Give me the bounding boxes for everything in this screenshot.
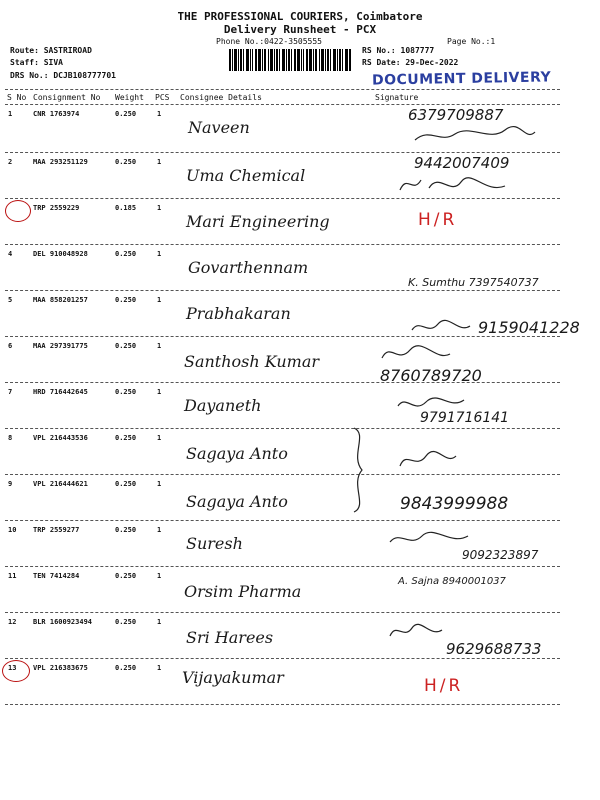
col-consignment: Consignment No: [33, 93, 101, 102]
row-signature: 8760789720: [380, 366, 482, 385]
col-pcs: PCS: [155, 93, 170, 102]
row-consignee: Sri Harees: [186, 628, 274, 647]
row-consignment: VPL 216444621: [33, 480, 88, 488]
row-consignment: TRP 2559229: [33, 204, 80, 212]
table-row: [0, 384, 600, 430]
row-divider: [5, 152, 560, 153]
table-row: [0, 246, 600, 292]
header-top-rule: [5, 89, 560, 90]
row-pcs: 1: [157, 618, 162, 626]
row-consignment: MAA 293251129: [33, 158, 88, 166]
row-weight: 0.250: [115, 526, 137, 534]
row-weight: 0.250: [115, 250, 137, 258]
row-divider: [5, 244, 560, 245]
row-pcs: 1: [157, 526, 162, 534]
row-signature: 9442007409: [414, 154, 510, 172]
table-row: [0, 106, 600, 152]
document-delivery-stamp: DOCUMENT DELIVERY: [371, 69, 552, 89]
row-weight: 0.250: [115, 158, 137, 166]
row-consignment: VPL 216383675: [33, 664, 88, 672]
row-divider: [5, 566, 560, 567]
page-number: Page No.:1: [447, 37, 496, 46]
row-divider: [5, 382, 560, 383]
row-consignment: TRP 2559277: [33, 526, 80, 534]
table-row: [0, 568, 600, 614]
row-consignee: Santhosh Kumar: [184, 352, 320, 371]
row-consignee: Prabhakaran: [186, 304, 291, 323]
row-consignment: BLR 1600923494: [33, 618, 93, 626]
row-pcs: 1: [157, 342, 162, 350]
route-label: Route: SASTRIROAD: [10, 46, 92, 55]
row-pcs: 1: [157, 572, 162, 580]
table-row: [0, 292, 600, 338]
row-pcs: 1: [157, 480, 162, 488]
row-signature: A. Sajna 8940001037: [398, 576, 506, 587]
col-consignee-details: Consignee Details: [180, 93, 262, 102]
row-signature: K. Sumthu 7397540737: [408, 276, 539, 289]
row-signature: H/R: [418, 210, 458, 230]
row-pcs: 1: [157, 664, 162, 672]
row-divider: [5, 290, 560, 291]
row-weight: 0.250: [115, 480, 137, 488]
row-weight: 0.250: [115, 618, 137, 626]
signature-scribble: [410, 122, 540, 148]
row-weight: 0.250: [115, 434, 137, 442]
row-sno: 12: [8, 618, 17, 626]
rs-date: RS Date: 29-Dec-2022: [362, 58, 459, 67]
row-sno: 8: [8, 434, 13, 442]
row-consignee: Orsim Pharma: [184, 582, 302, 601]
row-pcs: 1: [157, 110, 162, 118]
row-consignee: Sagaya Anto: [186, 444, 288, 463]
row-signature: 9843999988: [400, 494, 509, 514]
row-sno: 5: [8, 296, 13, 304]
row-sno: 10: [8, 526, 17, 534]
signature-scribble: [392, 446, 462, 474]
row-consignee: Uma Chemical: [186, 166, 306, 185]
row-sno: 2: [8, 158, 13, 166]
table-row: [0, 338, 600, 384]
table-row: [0, 522, 600, 568]
row-pcs: 1: [157, 388, 162, 396]
row-signature: H/R: [424, 676, 464, 696]
row-signature: 9092323897: [462, 548, 539, 562]
row-consignee: Naveen: [188, 118, 250, 137]
row-sno: 4: [8, 250, 13, 258]
row-weight: 0.185: [115, 204, 137, 212]
row-divider: [5, 658, 560, 659]
row-consignment: CNR 1763974: [33, 110, 80, 118]
row-sno: 9: [8, 480, 13, 488]
signature-scribble: [408, 316, 478, 338]
table-row: [0, 660, 600, 706]
curly-brace-mark: [344, 426, 374, 514]
signature-scribble: [386, 620, 446, 642]
row-consignment: MAA 297391775: [33, 342, 88, 350]
row-consignee: Suresh: [186, 534, 243, 553]
row-consignment: MAA 858201257: [33, 296, 88, 304]
row-weight: 0.250: [115, 296, 137, 304]
row-divider: [5, 428, 560, 429]
row-weight: 0.250: [115, 388, 137, 396]
row-weight: 0.250: [115, 342, 137, 350]
table-row: [0, 154, 600, 200]
phone-number: Phone No.:0422-3505555: [216, 37, 322, 46]
row-consignment: TEN 7414284: [33, 572, 80, 580]
row-divider: [5, 336, 560, 337]
col-sno: S No: [7, 93, 27, 102]
col-signature: Signature: [375, 93, 419, 102]
row-divider: [5, 612, 560, 613]
col-weight: Weight: [115, 93, 144, 102]
row-weight: 0.250: [115, 664, 137, 672]
row-signature: 9791716141: [420, 410, 510, 426]
row-pcs: 1: [157, 434, 162, 442]
signature-scribble: [395, 170, 525, 198]
row-consignment: VPL 216443536: [33, 434, 88, 442]
signature-scribble: [376, 342, 456, 366]
row-pcs: 1: [157, 204, 162, 212]
header-bottom-rule: [5, 104, 560, 105]
row-signature: 9629688733: [446, 640, 542, 658]
row-divider: [5, 474, 560, 475]
table-row: [0, 200, 600, 246]
row-sno: 7: [8, 388, 13, 396]
row-divider: [5, 520, 560, 521]
row-pcs: 1: [157, 296, 162, 304]
row-consignee: Sagaya Anto: [186, 492, 288, 511]
row-sno: 11: [8, 572, 17, 580]
row-signature: 6379709887: [408, 106, 504, 124]
row-consignee: Mari Engineering: [186, 212, 330, 231]
row-consignee: Vijayakumar: [182, 668, 284, 687]
row-divider: [5, 704, 560, 705]
row-sno: 1: [8, 110, 13, 118]
barcode-image: [229, 49, 351, 71]
signature-scribble: [384, 528, 474, 550]
staff-label: Staff: SIVA: [10, 58, 63, 67]
table-row: [0, 476, 600, 522]
red-circle-mark: [5, 200, 31, 222]
row-consignment: HRD 716442645: [33, 388, 88, 396]
document-subtitle: Delivery Runsheet - PCX: [223, 23, 377, 36]
table-row: [0, 614, 600, 660]
row-sno: 6: [8, 342, 13, 350]
table-row: [0, 430, 600, 476]
row-pcs: 1: [157, 250, 162, 258]
row-consignee: Govarthennam: [188, 258, 309, 277]
row-sno: 13: [8, 664, 17, 672]
row-signature: 9159041228: [478, 318, 580, 337]
row-pcs: 1: [157, 158, 162, 166]
rs-number: RS No.: 1087777: [362, 46, 435, 55]
row-divider: [5, 198, 560, 199]
row-weight: 0.250: [115, 110, 137, 118]
drs-number: DRS No.: DCJB108777701: [10, 71, 116, 80]
row-consignment: DEL 910048928: [33, 250, 88, 258]
row-weight: 0.250: [115, 572, 137, 580]
row-consignee: Dayaneth: [184, 396, 262, 415]
document-title: THE PROFESSIONAL COURIERS, Coimbatore: [177, 10, 423, 23]
